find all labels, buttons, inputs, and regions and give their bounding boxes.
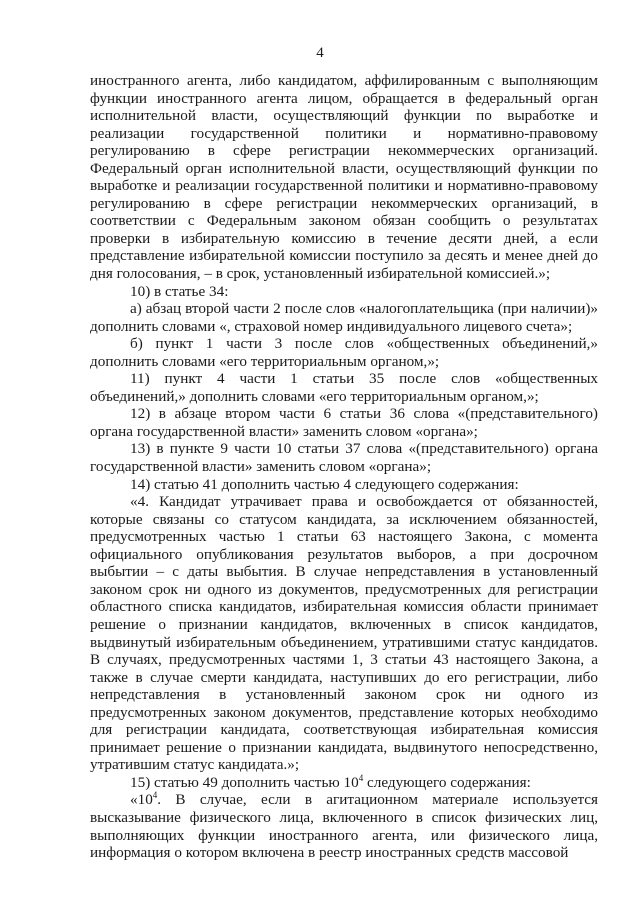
paragraph: а) абзац второй части 2 после слов «налогоплательщика (при наличии)» дополнить словами «, страховой номер индивидуального лицевого счета»; (90, 300, 598, 335)
paragraph: 11) пункт 4 части 1 статьи 35 после слов «общественных объединений,» дополнить словами «его территориальным органом,»; (90, 370, 598, 405)
paragraph: б) пункт 1 части 3 после слов «общественных объединений,» дополнить словами «его территориальным органом,»; (90, 335, 598, 370)
paragraph: 13) в пункте 9 части 10 статьи 37 слова «(представительного) органа государственной власти» заменить словом «органа»; (90, 440, 598, 476)
document-body (90, 72, 598, 862)
paragraph: 15) статью 49 дополнить частью $10^4$ следующего содержания: (130, 772, 531, 791)
paragraph: 14) статью 41 дополнить частью 4 следующего содержания: (130, 475, 519, 493)
paragraph: 12) в абзаце втором части 6 статьи 36 слова «(представительного) органа государственной власти» заменить словом «органа»; (90, 405, 598, 440)
superscript: 4 (152, 790, 158, 801)
paragraph: 10) в статье 34: (130, 282, 229, 300)
paragraph: «4. Кандидат утрачивает права и освобождается от обязанностей, которые связаны со статусом кандидата, за исключением обязанностей, предусмотренных частью 1 статьи 63 настоящего Закона, с момента официального опубликования результатов выборов, а при досрочном выбытии – с даты выбытия. В случае непредставления в установленный законом срок ни одного из документов, предусмотренных для регистрации областного списка кандидатов, избирательная комиссия области принимает решение о признании кандидатов, включенных в список кандидатов, выдвинутый избирательным объединением, утратившими статус кандидатов. В случаях, предусмотренных частями 1, 3 статьи 43 настоящего Закона, а также в случае смерти кандидата, наступивших до его регистрации, либо непредставления в установленный законом срок ни одного из предусмотренных законом документов, представление которых необходимо для регистрации кандидата, соответствующая избирательная комиссия принимает решение о признании кандидата, выдвинутого непосредственно, утратившим статус кандидата.»; (90, 493, 598, 774)
page-number: 4 (316, 45, 324, 61)
paragraph: иностранного агента, либо кандидатом, аффилированным с выполняющим функции иностранного агента лицом, обращается в федеральный орган исполнительной власти, осуществляющий функции по выработке и реализации государственной политики и нормативно-правовому регулированию в сфере регистрации некоммерческих организаций. Федеральный орган исполнительной власти, осуществляющий функции по выработке и реализации государственной политики и нормативно-правовому регулированию в сфере регистрации некоммерческих организаций, в соответствии с Федеральным законом обязан сообщить о результатах проверки в избирательную комиссию в течение десяти дней, а если представление избирательной комиссии поступило за десять и менее дней до дня голосования, – в срок, установленный избирательной комиссией.»; (90, 72, 598, 283)
superscript: 4 (358, 772, 364, 783)
paragraph: «$10^4$. В случае, если в агитационном материале используется высказывание физического лица, включенного в список физических лиц, выполняющих функции иностранного агента, или физического лица, информация о котором включена в реестр иностранных средств массовой (90, 790, 598, 862)
